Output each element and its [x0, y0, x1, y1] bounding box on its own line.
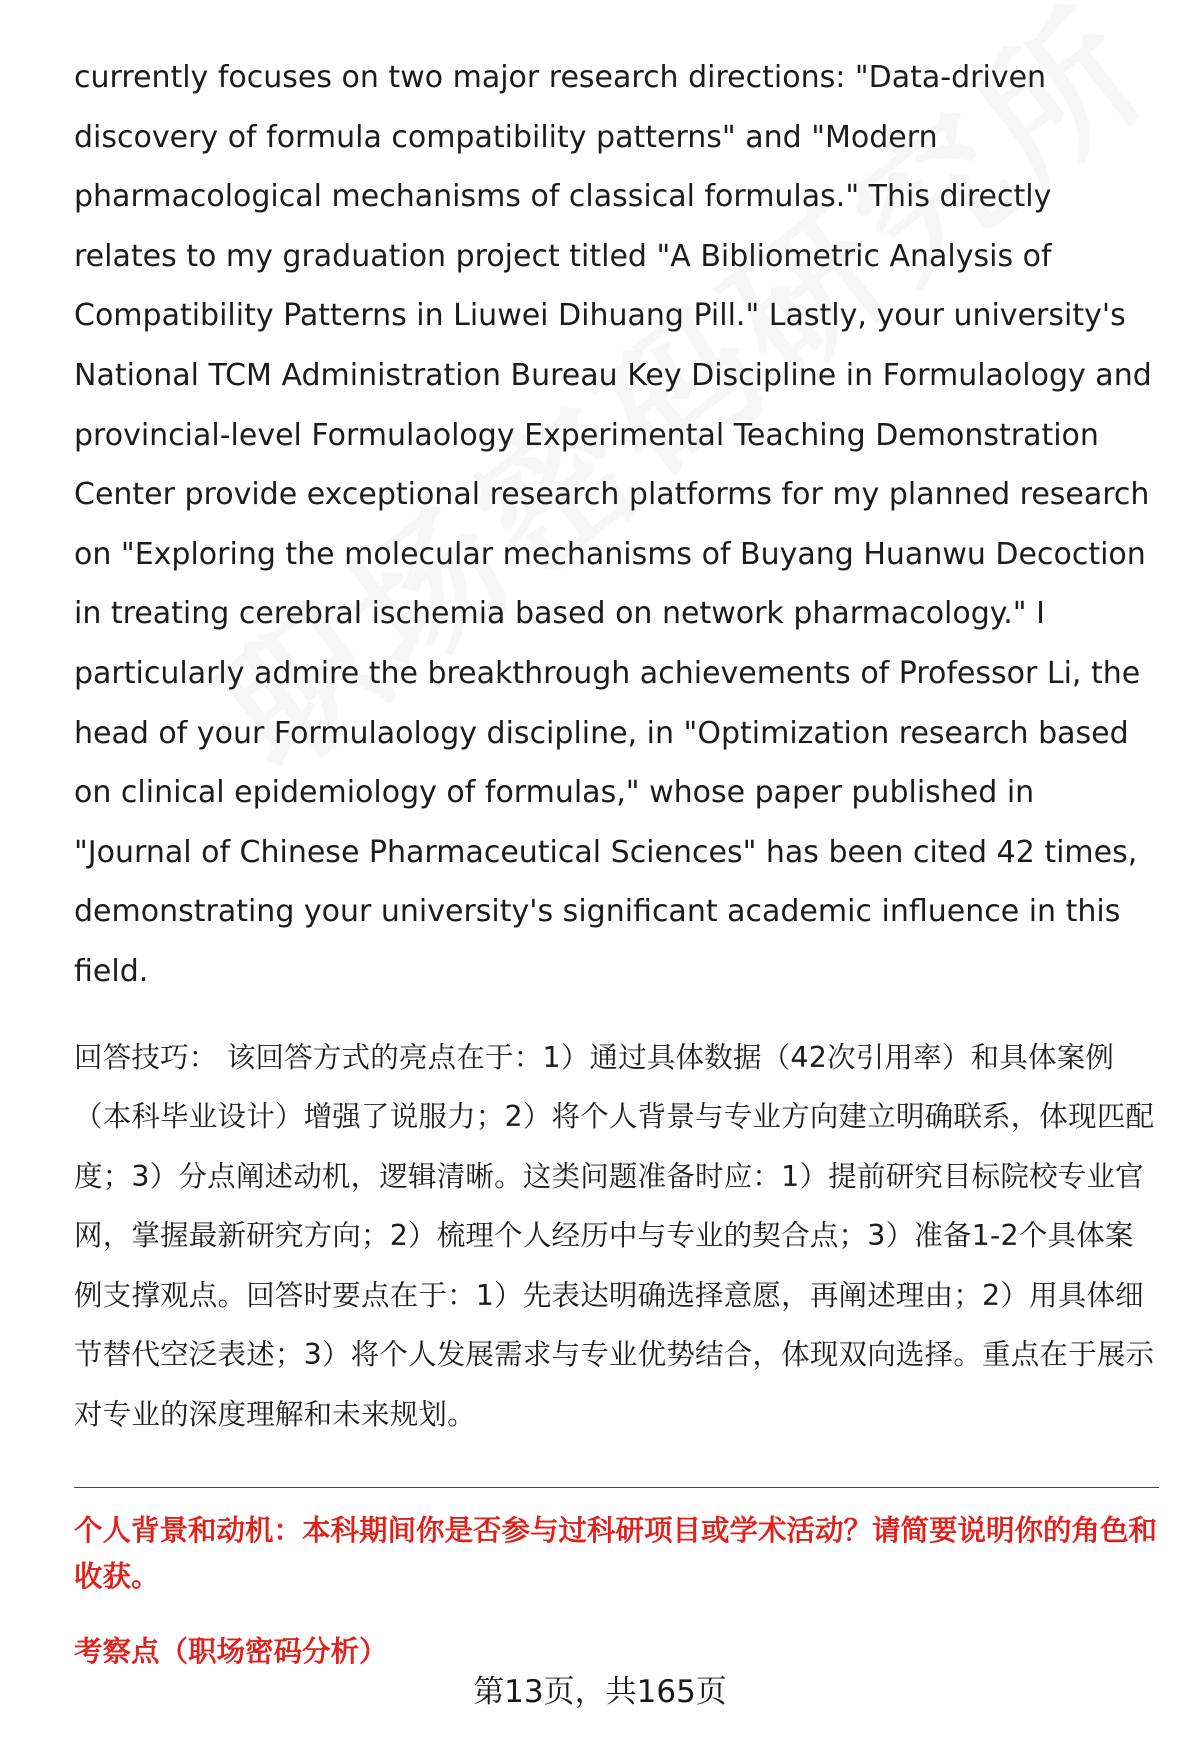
page-content	[74, 48, 1159, 1672]
analysis-subheading: 考察点（职场密码分析）	[74, 1634, 388, 1668]
section-divider	[74, 1487, 1159, 1488]
question-heading: 个人背景和动机：本科期间你是否参与过科研项目或学术活动？请简要说明你的角色和收获。	[74, 1513, 1158, 1593]
english-paragraph: currently focuses on two major research directions: "Data-driven discovery of formula compatibility patterns" and "Modern pharmacological mechanisms of classical formulas." This directly relates to my graduation project titled "A Bibliometric Analysis of Compatibility Patterns in Liuwei Dihuang Pill." Lastly, your university's National TCM Administration Bureau Key Discipline in Formulaology and provincial-level Formulaology Experimental Teaching Demonstration Center provide exceptional research platforms for my planned research on "Exploring the molecular mechanisms of Buyang Huanwu Decoction in treating cerebral ischemia based on network pharmacology." I particularly admire the breakthrough achievements of Professor Li, the head of your Formulaology discipline, in "Optimization research based on clinical epidemiology of formulas," whose paper published in "Journal of Chinese Pharmaceutical Sciences" has been cited 42 times, demonstrating your university's significant academic influence in this field.	[74, 60, 1152, 989]
answer-tip-paragraph: 回答技巧： 该回答方式的亮点在于：1）通过具体数据（42次引用率）和具体案例（本科毕业设计）增强了说服力；2）将个人背景与专业方向建立明确联系，体现匹配度；3）分点阐述动机，逻辑清晰。这类问题准备时应：1）提前研究目标院校专业官网，掌握最新研究方向；2）梳理个人经历中与专业的契合点；3）准备1-2个具体案例支撑观点。回答时要点在于：1）先表达明确选择意愿，再阐述理由；2）用具体细节替代空泛表述；3）将个人发展需求与专业优势结合，体现双向选择。重点在于展示对专业的深度理解和未来规划。	[74, 1040, 1155, 1432]
page-number-footer: 第13页，共165页	[473, 1674, 727, 1710]
